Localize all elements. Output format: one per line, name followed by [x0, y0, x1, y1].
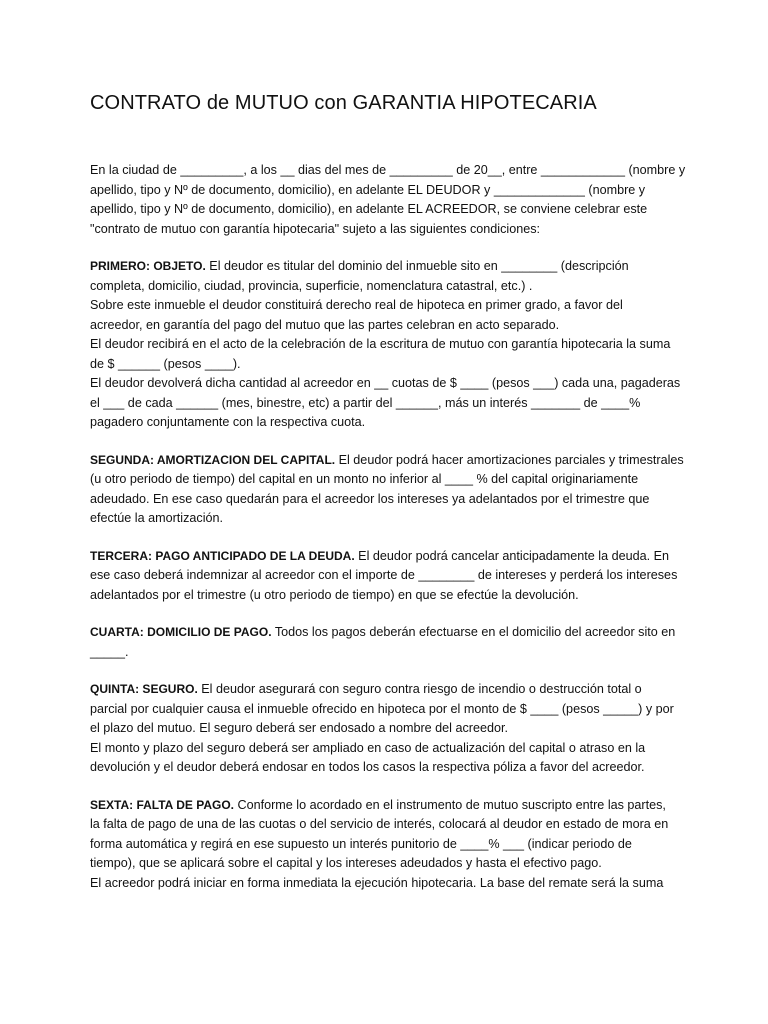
text-line: "contrato de mutuo con garantía hipotecaria" sujeto a las siguientes condiciones:	[90, 221, 540, 236]
text-line: Todos los pagos deberán efectuarse en el domicilio del acreedor sito en	[271, 625, 676, 639]
intro-paragraph	[90, 161, 698, 239]
document-title: CONTRATO de MUTUO con GARANTIA HIPOTECARIA	[90, 92, 597, 114]
clause-heading: CUARTA: DOMICILIO DE PAGO.	[90, 625, 272, 639]
text-line: pagadero conjuntamente con la respectiva cuota.	[90, 415, 366, 429]
text-line: efectúe la amortización.	[90, 511, 224, 525]
text-line: apellido, tipo y Nº de documento, domicilio), en adelante EL DEUDOR y _____________ (nombre y	[90, 182, 646, 197]
text-line: el ___ de cada ______ (mes, binestre, etc) a partir del ______, más un interés _______ de ____%	[90, 395, 641, 410]
text-line: parcial por cualquier causa el inmueble ofrecido en hipoteca por el monto de $ ____ (pesos _____) y por	[90, 701, 674, 716]
clause-tercera	[90, 547, 698, 606]
clause-heading: SEGUNDA: AMORTIZACION DEL CAPITAL.	[90, 452, 336, 467]
text-line: Conforme lo acordado en el instrumento de mutuo suscripto entre las partes,	[234, 797, 666, 812]
clause-primero	[90, 257, 698, 433]
text-line: El deudor es titular del dominio del inmueble sito en ________ (descripción	[205, 259, 629, 273]
text-line: acreedor, en garantía del pago del mutuo que las partes celebran en acto separado.	[90, 317, 560, 332]
text-line: de $ ______ (pesos ____).	[90, 356, 241, 371]
text-line: (u otro periodo de tiempo) del capital en un monto no inferior al ____ % del capital originariamente	[90, 472, 639, 486]
text-line: El deudor devolverá dicha cantidad al acreedor en __ cuotas de $ ____ (pesos ___) cada una, pagaderas	[90, 376, 681, 390]
clause-heading: TERCERA: PAGO ANTICIPADO DE LA DEUDA.	[90, 548, 355, 563]
clause-segunda	[90, 451, 698, 529]
text-line: El deudor podrá cancelar anticipadamente la deuda. En	[354, 548, 670, 563]
text-line: ese caso deberá indemnizar al acreedor con el importe de ________ de intereses y perderá los intereses	[90, 568, 678, 582]
clause-cuarta	[90, 623, 698, 662]
text-line: el plazo del mutuo. El seguro deberá ser endosado a nombre del acreedor.	[90, 721, 508, 735]
text-line: En la ciudad de _________, a los __ dias del mes de _________ de 20__, entre ____________ (nombre y	[90, 163, 686, 177]
text-line: adelantados por el trimestre (u otro periodo de tiempo) en que se efectúe la devolución.	[90, 587, 579, 602]
text-line: devolución y el deudor deberá endosar en todos los casos la respectiva póliza a favor del acreedor.	[90, 760, 645, 774]
clause-heading: QUINTA: SEGURO.	[90, 682, 198, 696]
text-line: tiempo), que se aplicará sobre el capital y los intereses adeudados y hasta el efectivo pago.	[90, 856, 602, 870]
text-line: adeudado. En ese caso quedarán para el acreedor los intereses ya adelantados por el trimestre que	[90, 491, 650, 506]
clause-heading: SEXTA: FALTA DE PAGO.	[90, 797, 234, 812]
text-line: El deudor recibirá en el acto de la celebración de la escritura de mutuo con garantía hipotecaria la suma	[90, 337, 671, 351]
text-line: forma automática y regirá en ese supuesto un interés punitorio de ____% ___ (indicar periodo de	[90, 836, 632, 851]
text-line: Sobre este inmueble el deudor constituirá derecho real de hipoteca en primer grado, a favor del	[90, 298, 623, 312]
text-line: El monto y plazo del seguro deberá ser ampliado en caso de actualización del capital o atraso en la	[90, 740, 646, 755]
clause-quinta	[90, 680, 698, 778]
clause-heading: PRIMERO: OBJETO.	[90, 259, 206, 273]
text-line: El acreedor podrá iniciar en forma inmediata la ejecución hipotecaria. La base del remate será la suma	[90, 875, 664, 890]
text-line: El deudor asegurará con seguro contra riesgo de incendio o destrucción total o	[197, 682, 642, 696]
clause-sexta	[90, 796, 698, 894]
text-line: completa, domicilio, ciudad, provincia, superficie, nomenclatura catastral, etc.) .	[90, 278, 533, 293]
text-line: El deudor podrá hacer amortizaciones parciales y trimestrales	[335, 452, 684, 467]
text-line: _____.	[90, 644, 129, 659]
text-line: la falta de pago de una de las cuotas o del servicio de interés, colocará al deudor en estado de mora en	[90, 817, 669, 831]
text-line: apellido, tipo y Nº de documento, domicilio), en adelante EL ACREEDOR, se conviene celebrar este	[90, 202, 648, 216]
